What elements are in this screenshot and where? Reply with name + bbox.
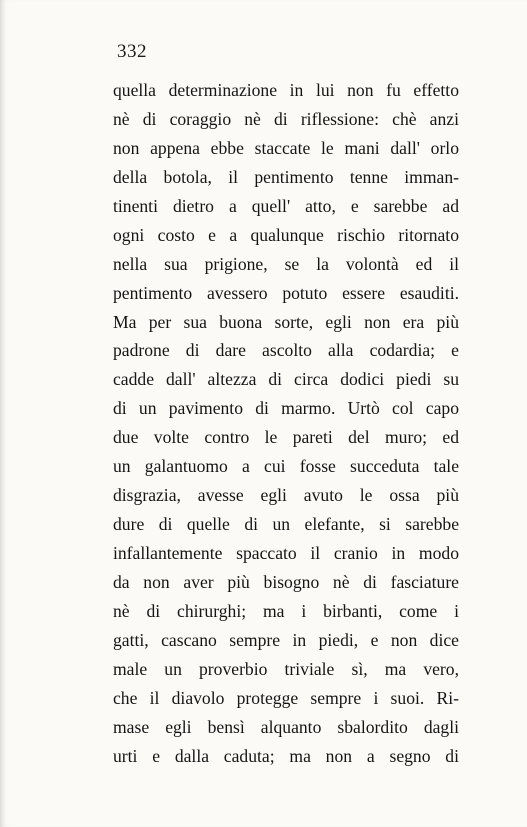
text-line: disgrazia, avesse egli avuto le ossa più bbox=[113, 485, 459, 506]
text-line: un galantuomo a cui fosse succeduta tale bbox=[113, 456, 459, 477]
text-line: nè di coraggio nè di riflessione: chè anzi bbox=[113, 108, 459, 129]
text-line: ogni costo e a qualunque rischio ritornato bbox=[113, 224, 459, 245]
page-number: 332 bbox=[117, 41, 147, 62]
text-line: nella sua prigione, se la volontà ed il bbox=[113, 253, 459, 274]
text-line: infallantemente spaccato il cranio in modo bbox=[113, 543, 459, 563]
text-line: tinenti dietro a quell' atto, e sarebbe ad bbox=[113, 195, 459, 216]
text-line: padrone di dare ascolto alla codardia; e bbox=[113, 340, 459, 361]
text-line: mase egli bensì alquanto sbalordito dagli bbox=[113, 716, 459, 737]
text-line: che il diavolo protegge sempre i suoi. Ri- bbox=[113, 687, 459, 708]
text-line: quella determinazione in lui non fu effetto bbox=[113, 80, 459, 100]
text-line: della botola, il pentimento tenne imman- bbox=[113, 166, 459, 187]
body-text bbox=[113, 76, 459, 771]
text-line: di un pavimento di marmo. Urtò col capo bbox=[113, 398, 459, 419]
text-line: Ma per sua buona sorte, egli non era più bbox=[113, 311, 459, 332]
text-line: non appena ebbe staccate le mani dall' orlo bbox=[113, 137, 459, 158]
text-line: dure di quelle di un elefante, si sarebbe bbox=[113, 514, 459, 535]
text-line: gatti, cascano sempre in piedi, e non dice bbox=[113, 629, 459, 650]
text-line: da non aver più bisogno nè di fasciature bbox=[113, 571, 459, 592]
text-line: cadde dall' altezza di circa dodici piedi su bbox=[113, 369, 459, 390]
text-line: nè di chirurghi; ma i birbanti, come i bbox=[113, 600, 459, 621]
text-line: urti e dalla caduta; ma non a segno di bbox=[113, 745, 459, 766]
text-line: due volte contro le pareti del muro; ed bbox=[113, 427, 459, 448]
text-line: pentimento avessero potuto essere esauditi. bbox=[113, 282, 459, 303]
text-line: male un proverbio triviale sì, ma vero, bbox=[113, 658, 459, 679]
